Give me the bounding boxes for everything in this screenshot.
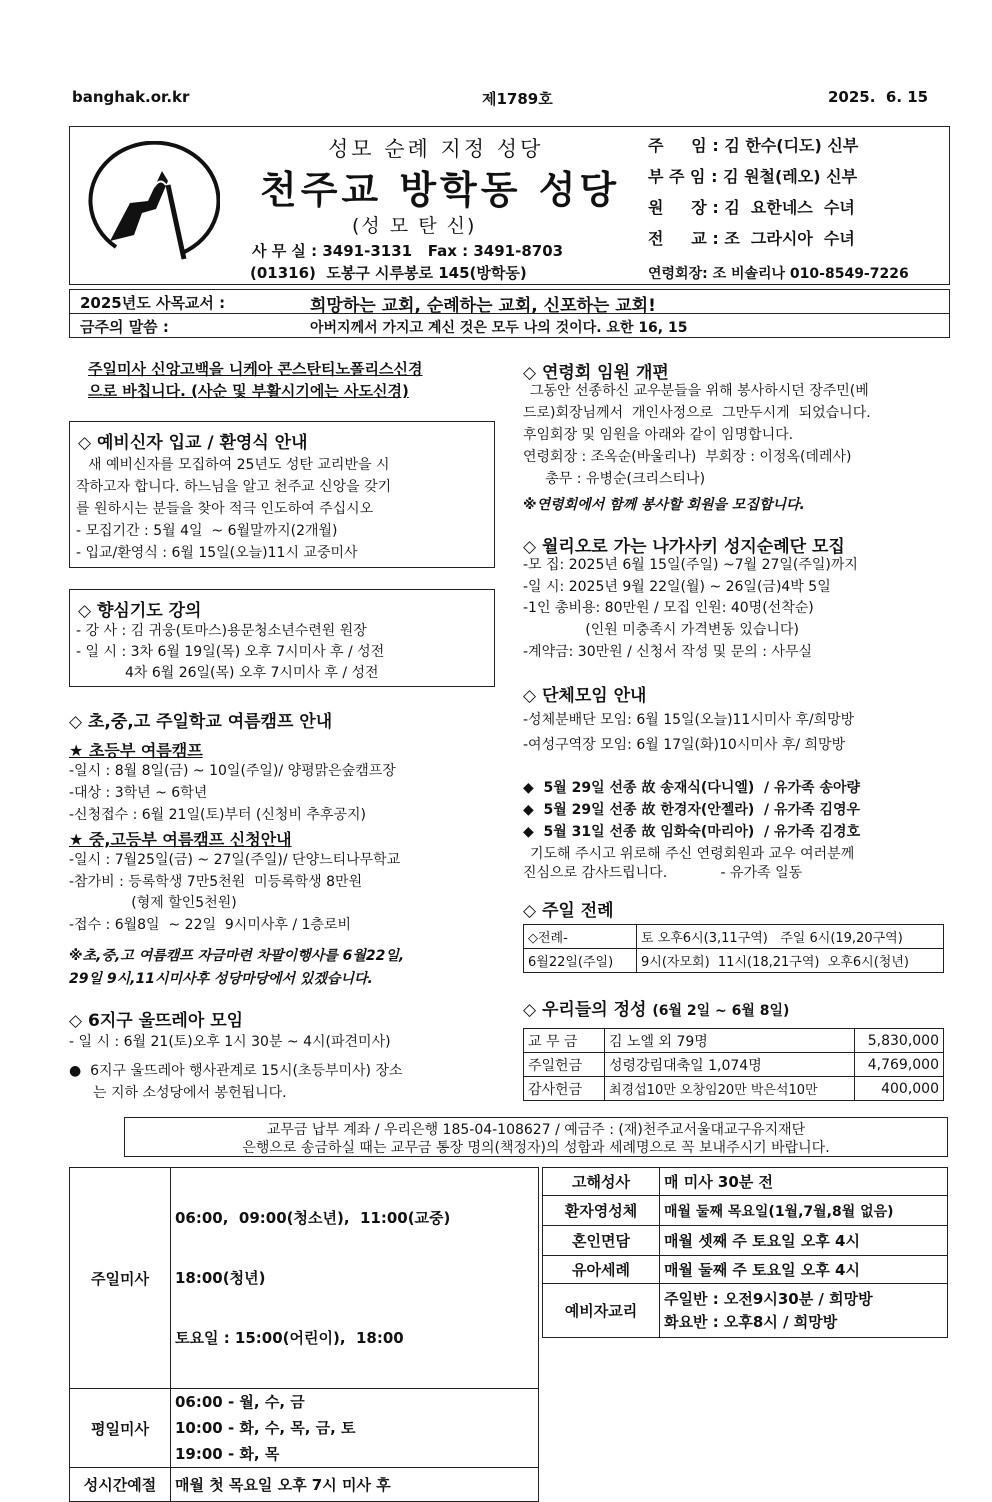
liturgy-table: [523, 924, 944, 973]
camp-title: ◇ 초,중,고 주일학교 여름캠프 안내: [69, 712, 333, 732]
adoration-label: 성시간예절: [70, 1468, 171, 1502]
prayer-line: - 강 사 : 김 귀웅(토마스)용문청소년수련원 원장: [76, 623, 367, 639]
sunday-mass-line: 토요일 : 15:00(어린이), 18:00: [175, 1329, 404, 1347]
weekday-mass-line: 19:00 - 화, 목: [175, 1445, 280, 1463]
legio-line: ● 6지구 울뜨레아 행사관계로 15시(초등부미사) 장소: [69, 1063, 403, 1079]
catechumen-class-line: 화요반 : 오후8시 / 희망방: [664, 1312, 838, 1331]
prayer-section: [69, 589, 495, 687]
legio-line: - 일 시 : 6월 21(토)오후 1시 30분 ~ 4시(파견미사): [69, 1034, 391, 1050]
catechumen-class-label: 예비자교리: [543, 1284, 660, 1338]
mass-schedule-table: [69, 1167, 539, 1502]
parish-logo-icon: [72, 141, 220, 267]
sacrament-schedule-table: [542, 1167, 948, 1338]
weekday-mass-label: 평일미사: [70, 1389, 171, 1468]
catechumen-line: 작하고자 합니다. 하느님을 알고 천주교 신앙을 갖기: [76, 479, 392, 495]
camp-line: -참가비 : 등록학생 7만5천원 미등록학생 8만원: [69, 874, 363, 890]
pilgrimage-line: -모 집: 2025년 6월 15일(주일) ~7월 27일(주일)까지: [523, 557, 858, 573]
staff-row: 전 교 : 조 그라시아 수녀: [648, 229, 855, 248]
header-subtitle: 성모 순례 지정 성당: [328, 137, 544, 161]
obituary-row: ◆ 5월 29일 선종 故 한경자(안젤라) / 유가족 김영우: [523, 802, 861, 818]
obituary-thanks: 기도해 주시고 위로해 주신 연령회원과 교우 여러분께: [530, 846, 855, 862]
verse-text: 아버지께서 가지고 계신 것은 모두 나의 것이다. 요한 16, 15: [310, 320, 688, 336]
camp-line: -일시 : 7월25일(금) ~ 27일(주일)/ 단양느티나무학교: [69, 852, 401, 868]
catechumen-line: 새 예비신자를 모집하여 25년도 성탄 교리반을 시: [88, 457, 390, 473]
staff-row: 원 장 : 김 요한네스 수녀: [648, 198, 855, 217]
camp-note: 29일 9시,11시미사후 성당마당에서 있겠습니다.: [69, 971, 373, 987]
sacrament-row: [543, 1284, 948, 1338]
issue-date: 2025. 6. 15: [828, 88, 929, 106]
motto-row: [69, 289, 950, 314]
masthead: [69, 126, 950, 285]
offering-row: 교 무 금 김 노엘 외 79명 5,830,000: [524, 1029, 944, 1053]
liturgy-title: ◇ 주일 전례: [523, 901, 614, 921]
sacrament-row: 유아세례 매월 둘째 주 토요일 오후 4시: [543, 1256, 948, 1284]
groups-line: -성체분배단 모임: 6월 15일(오늘)11시미사 후/희망방: [523, 712, 855, 728]
patron-name: (성 모 탄 신): [352, 215, 477, 237]
camp-line: -신청접수 : 6월 21일(토)부터 (신청비 추후공지): [69, 807, 366, 823]
sunday-mass-line: 06:00, 09:00(청소년), 11:00(교중): [175, 1209, 451, 1227]
legio-title: ◇ 6지구 울뜨레아 모임: [69, 1011, 244, 1031]
liturgy-label: ◇전례-: [524, 925, 637, 949]
creed-line-1: 주일미사 신앙고백을 니케아 콘스탄티노폴리스신경: [88, 360, 423, 378]
adoration-text: 매월 첫 목요일 오후 7시 미사 후: [171, 1468, 539, 1502]
sacrament-row: 혼인면담 매월 셋째 주 토요일 오후 4시: [543, 1226, 948, 1256]
obituary-row: ◆ 5월 29일 선종 故 송재식(다니엘) / 유가족 송아량: [523, 780, 861, 796]
obituary-thanks: 진심으로 감사드립니다. - 유가족 일동: [523, 865, 803, 881]
offering-period: (6월 2일 ~ 6월 8일): [652, 1003, 790, 1019]
catechumen-line: 를 원하시는 분들을 찾아 적극 인도하여 주십시오: [76, 501, 374, 517]
pilgrimage-title: ◇ 월리오로 가는 나가사키 성지순례단 모집: [523, 537, 845, 557]
camp-youth-heading: ★ 중,고등부 여름캠프 신청안내: [69, 830, 292, 849]
sunday-mass-line: 18:00(청년): [175, 1269, 266, 1287]
prayer-line: - 일 시 : 3차 6월 19일(목) 오후 7시미사 후 / 성전: [76, 644, 385, 660]
groups-line: -여성구역장 모임: 6월 17일(화)10시미사 후/ 희망방: [523, 737, 846, 753]
catechumen-class-line: 주일반 : 오전9시30분 / 희망방: [664, 1289, 873, 1308]
camp-line: -대상 : 3학년 ~ 6학년: [69, 785, 208, 801]
legio-line: 는 지하 소성당에서 봉헌됩니다.: [93, 1085, 287, 1101]
liturgy-schedule: 토 오후6시(3,11구역) 주일 6시(19,20구역): [637, 925, 944, 949]
sacrament-row: 환자영성체 매월 둘째 목요일(1월,7월,8월 없음): [543, 1196, 948, 1226]
offering-row: 주일헌금 성령강림대축일 1,074명 4,769,000: [524, 1053, 944, 1077]
staff-list: [648, 133, 858, 257]
bank-account: 교무금 납부 계좌 / 우리은행 185-04-108627 / 예금주 : (재)천주교서울대교구유지재단: [266, 1122, 806, 1138]
officers-note: ※연령회에서 함께 봉사할 회원을 모집합니다.: [523, 497, 805, 513]
officers-line: 연령회장 : 조옥순(바울리나) 부회장 : 이정옥(데레사): [523, 449, 852, 465]
groups-title: ◇ 단체모임 안내: [523, 686, 647, 706]
officers-line: 후임회장 및 임원을 아래와 같이 임명합니다.: [523, 427, 794, 443]
liturgy-schedule: 9시(자모회) 11시(18,21구역) 오후6시(청년): [637, 949, 944, 973]
office-contact: 사 무 실 : 3491-3131 Fax : 3491-8703: [252, 242, 564, 260]
pilgrimage-line: -일 시: 2025년 9월 22일(월) ~ 26일(금)4박 5일: [523, 579, 831, 595]
issue-number: 제1789호: [482, 90, 553, 108]
staff-row: 부 주 임 : 김 원철(레오) 신부: [648, 167, 858, 186]
camp-line: (형제 할인5천원): [69, 895, 237, 911]
officers-title: ◇ 연령회 임원 개편: [523, 363, 669, 383]
bank-info: [124, 1117, 948, 1157]
office-address: (01316) 도봉구 시루봉로 145(방학동): [250, 264, 527, 282]
camp-note: ※초,중,고 여름캠프 자금마련 차팔이행사를 6월22일,: [69, 948, 405, 964]
staff-row: 주 임 : 김 한수(디도) 신부: [648, 136, 859, 155]
camp-line: -일시 : 8월 8일(금) ~ 10일(주일)/ 양평맑은숲캠프장: [69, 763, 396, 779]
sunday-mass-label: 주일미사: [70, 1168, 171, 1389]
officers-line: 드로)회장님께서 개인사정으로 그만두시게 되었습니다.: [523, 405, 871, 421]
site-url: banghak.or.kr: [72, 88, 190, 106]
sacrament-row: 고해성사 매 미사 30분 전: [543, 1168, 948, 1196]
prayer-line: 4차 6월 26일(목) 오후 7시미사 후 / 성전: [76, 665, 379, 681]
offering-title: ◇ 우리들의 정성 (6월 2일 ~ 6월 8일): [523, 1000, 790, 1020]
catechumen-line: - 모집기간 : 5월 4일 ~ 6월말까지(2개월): [76, 523, 338, 539]
camp-line: -접수 : 6월8일 ~ 22일 9시미사후 / 1층로비: [69, 917, 351, 933]
offering-row: 감사헌금 최경섭10만 오창임20만 박은석10만 400,000: [524, 1077, 944, 1101]
offering-table: [523, 1028, 944, 1101]
catechumen-section: [69, 421, 495, 568]
verse-row: [69, 313, 950, 338]
officers-line: 총무 : 유병순(크리스티나): [523, 471, 706, 487]
weekday-mass-line: 10:00 - 화, 수, 목, 금, 토: [175, 1419, 356, 1437]
catechumen-title: ◇ 예비신자 입교 / 환영식 안내: [78, 433, 308, 453]
weekday-mass-line: 06:00 - 월, 수, 금: [175, 1393, 305, 1411]
pilgrimage-line: -1인 총비용: 80만원 / 모집 인원: 40명(선착순): [523, 600, 814, 616]
officers-line: 그동안 선종하신 교우분들을 위해 봉사하시던 장주민(베: [530, 383, 869, 399]
pilgrimage-line: (인원 미충족시 가격변동 있습니다): [523, 622, 799, 638]
prayer-title: ◇ 향심기도 강의: [78, 601, 202, 621]
creed-line-2: 으로 바칩니다. (사순 및 부활시기에는 사도신경): [88, 382, 409, 400]
catechumen-line: - 입교/환영식 : 6월 15일(오늘)11시 교중미사: [76, 545, 358, 561]
motto-text: 희망하는 교회, 순례하는 교회, 신포하는 교회!: [310, 296, 656, 316]
liturgy-date: 6월22일(주일): [524, 949, 637, 973]
pilgrimage-line: -계약금: 30만원 / 신청서 작성 및 문의 : 사무실: [523, 644, 813, 660]
motto-label: 2025년도 사목교서 :: [80, 294, 226, 312]
parish-title: 천주교 방학동 성당: [260, 168, 621, 212]
obituary-row: ◆ 5월 31일 선종 故 임화숙(마리아) / 유가족 김경호: [523, 824, 861, 840]
camp-elementary-heading: ★ 초등부 여름캠프: [69, 741, 203, 760]
council-contact: 연령회장: 조 비솔리나 010-8549-7226: [648, 266, 909, 282]
verse-label: 금주의 말씀 :: [80, 318, 169, 336]
bank-notice: 은행으로 송금하실 때는 교무금 통장 명의(책정자)의 성함과 세례명으로 꼭 보내주시기 바랍니다.: [242, 1140, 830, 1156]
